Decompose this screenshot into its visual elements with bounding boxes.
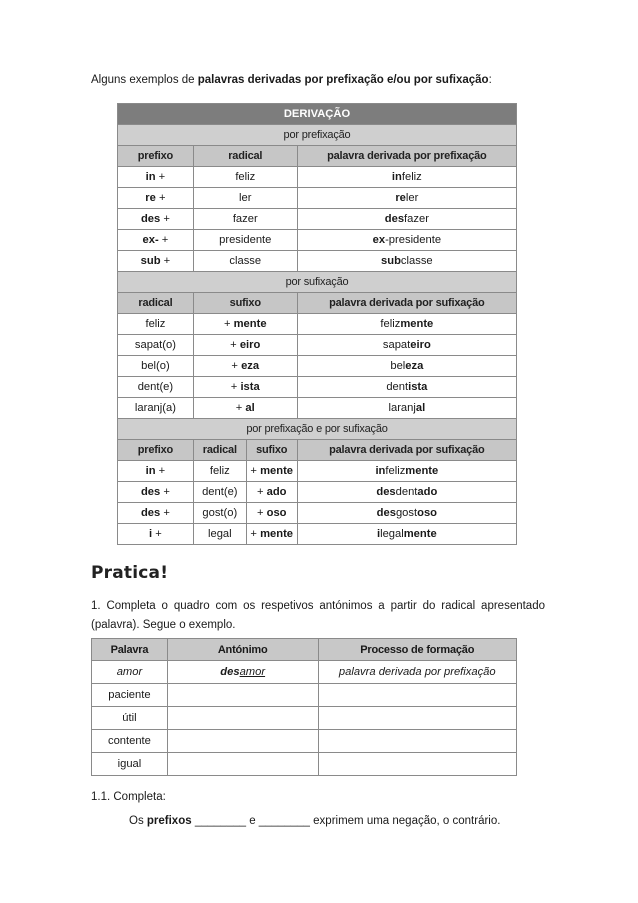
derivation-table bbox=[117, 103, 517, 545]
plus-sign: + bbox=[230, 381, 241, 393]
table-cell bbox=[297, 482, 516, 503]
suffix-text: al bbox=[245, 402, 255, 414]
table-row bbox=[118, 251, 517, 272]
table-cell bbox=[118, 251, 194, 272]
section-heading-text: por prefixação e por sufixação bbox=[246, 423, 388, 435]
table-cell bbox=[118, 524, 194, 545]
derived-bold: al bbox=[415, 402, 426, 414]
column-header bbox=[193, 293, 297, 314]
table-cell bbox=[193, 314, 297, 335]
antonym-prefix: des bbox=[220, 666, 240, 678]
table-cell bbox=[193, 356, 297, 377]
column-header-text: radical bbox=[138, 297, 173, 309]
derived-bold: eza bbox=[405, 360, 424, 372]
table-row bbox=[118, 503, 517, 524]
process-text: palavra derivada por prefixação bbox=[338, 666, 496, 678]
column-header bbox=[246, 440, 297, 461]
plus-sign: + bbox=[231, 360, 242, 372]
derived-bold: sub bbox=[381, 255, 401, 267]
prefix-text: re bbox=[145, 192, 156, 204]
plus-sign: + bbox=[152, 528, 162, 540]
antonym-answer-cell[interactable] bbox=[167, 707, 318, 730]
table-row bbox=[118, 188, 517, 209]
plus-sign: + bbox=[158, 234, 169, 246]
table-row bbox=[118, 209, 517, 230]
column-header-text: Processo de formação bbox=[360, 643, 475, 656]
process-answer-cell[interactable] bbox=[318, 753, 517, 776]
prefix-text: des bbox=[140, 486, 161, 498]
table-row bbox=[118, 167, 517, 188]
table-cell bbox=[118, 356, 194, 377]
column-header-text: palavra derivada por prefixação bbox=[327, 150, 487, 162]
derived-bold: des bbox=[376, 486, 396, 498]
radical-text: laranj(a) bbox=[134, 402, 176, 414]
radical-text: dent(e) bbox=[137, 381, 174, 393]
plus-sign: + bbox=[155, 192, 166, 204]
derived-rest: fazer bbox=[404, 213, 429, 225]
column-header bbox=[193, 440, 246, 461]
table-cell bbox=[193, 230, 297, 251]
column-header-text: palavra derivada por sufixação bbox=[329, 297, 485, 309]
table-row bbox=[118, 356, 517, 377]
radical-text: bel(o) bbox=[141, 360, 170, 372]
table-cell bbox=[193, 524, 246, 545]
table-cell bbox=[193, 461, 246, 482]
radical-text: dent(e) bbox=[202, 486, 238, 498]
column-header bbox=[297, 146, 516, 167]
practice-row bbox=[92, 730, 517, 753]
derived-rest: feliz bbox=[380, 318, 401, 330]
word-text: amor bbox=[116, 666, 143, 678]
practice-example-row bbox=[92, 661, 517, 684]
table-cell bbox=[118, 398, 194, 419]
column-header bbox=[118, 146, 194, 167]
column-header bbox=[193, 146, 297, 167]
table-row bbox=[118, 524, 517, 545]
table-cell bbox=[193, 335, 297, 356]
suffix-text: eiro bbox=[239, 339, 261, 351]
process-cell bbox=[318, 661, 517, 684]
word-text: contente bbox=[107, 735, 151, 747]
word-text: igual bbox=[117, 758, 142, 770]
derived-bold: eiro bbox=[410, 339, 431, 351]
table-cell bbox=[118, 314, 194, 335]
table-cell bbox=[193, 188, 297, 209]
derived-rest: ler bbox=[405, 192, 419, 204]
plus-sign: + bbox=[223, 318, 234, 330]
derived-rest: dent bbox=[386, 381, 409, 393]
derived-rest: sapat bbox=[382, 339, 411, 351]
practice-row bbox=[92, 707, 517, 730]
column-header-text: sufixo bbox=[256, 444, 288, 456]
radical-text: feliz bbox=[235, 171, 256, 183]
column-header-text: prefixo bbox=[137, 150, 174, 162]
table-cell bbox=[118, 461, 194, 482]
column-header bbox=[118, 293, 194, 314]
table-cell bbox=[118, 230, 194, 251]
table-row bbox=[118, 272, 517, 293]
table-title-text: DERIVAÇÃO bbox=[283, 108, 351, 120]
table-cell bbox=[193, 377, 297, 398]
plus-sign: + bbox=[256, 507, 267, 519]
prefix-text: sub bbox=[140, 255, 161, 267]
derived-bold: i bbox=[376, 528, 381, 540]
plus-sign: + bbox=[155, 171, 166, 183]
table-cell bbox=[246, 482, 297, 503]
column-header-text: sufixo bbox=[229, 297, 261, 309]
table-cell bbox=[297, 314, 516, 335]
plus-sign: + bbox=[250, 465, 261, 477]
radical-text: ler bbox=[239, 192, 252, 204]
derived-rest: gost bbox=[395, 507, 418, 519]
column-header-text: prefixo bbox=[137, 444, 174, 456]
plus-sign: + bbox=[235, 402, 246, 414]
suffix-text: mente bbox=[233, 318, 267, 330]
table-cell bbox=[297, 209, 516, 230]
process-answer-cell[interactable] bbox=[318, 730, 517, 753]
question-1-1-text: Os prefixos ________ e ________ exprimem uma negação, o contrário. bbox=[129, 815, 501, 827]
prefix-text: des bbox=[140, 507, 161, 519]
derived-rest: feliz bbox=[401, 171, 422, 183]
column-header-text: radical bbox=[228, 150, 263, 162]
section-heading-text: por prefixação bbox=[283, 129, 351, 141]
table-cell bbox=[193, 398, 297, 419]
table-title bbox=[118, 104, 517, 125]
table-cell bbox=[297, 503, 516, 524]
table-cell bbox=[246, 524, 297, 545]
plus-sign: + bbox=[256, 486, 267, 498]
derived-rest: laranj bbox=[388, 402, 416, 414]
radical-text: fazer bbox=[232, 213, 258, 225]
table-cell bbox=[297, 167, 516, 188]
derived-rest: bel bbox=[390, 360, 406, 372]
plus-sign: + bbox=[160, 507, 170, 519]
antonym-cell bbox=[167, 661, 318, 684]
radical-text: classe bbox=[229, 255, 262, 267]
table-cell bbox=[118, 482, 194, 503]
plus-sign: + bbox=[155, 465, 166, 477]
derived-bold: des bbox=[376, 507, 396, 519]
table-cell bbox=[297, 251, 516, 272]
antonym-answer-cell[interactable] bbox=[167, 684, 318, 707]
plus-sign: + bbox=[250, 528, 261, 540]
plus-sign: + bbox=[160, 213, 170, 225]
radical-text: sapat(o) bbox=[134, 339, 176, 351]
radical-text: feliz bbox=[145, 318, 166, 330]
suffix-text: eza bbox=[241, 360, 260, 372]
table-row bbox=[118, 419, 517, 440]
derived-bold: in bbox=[391, 171, 402, 183]
suffix-text: mente bbox=[260, 465, 294, 477]
column-header bbox=[297, 440, 516, 461]
table-cell bbox=[297, 461, 516, 482]
process-answer-cell[interactable] bbox=[318, 707, 517, 730]
derived-rest: dent bbox=[395, 486, 418, 498]
word-cell bbox=[92, 753, 168, 776]
derived-rest: classe bbox=[400, 255, 433, 267]
table-row bbox=[118, 461, 517, 482]
word-cell bbox=[92, 730, 168, 753]
section-heading bbox=[118, 272, 517, 293]
derived-bold: ista bbox=[408, 381, 428, 393]
practice-row bbox=[92, 753, 517, 776]
table-row bbox=[118, 146, 517, 167]
column-header bbox=[167, 639, 318, 661]
question-1-1-label: 1.1. Completa: bbox=[91, 791, 166, 803]
word-cell bbox=[92, 661, 168, 684]
prefix-text: des bbox=[140, 213, 161, 225]
practice-header-row bbox=[92, 639, 517, 661]
derived-bold: mente bbox=[403, 528, 437, 540]
plus-sign: + bbox=[160, 255, 171, 267]
table-cell bbox=[297, 524, 516, 545]
section-heading bbox=[118, 125, 517, 146]
prefix-text: in bbox=[145, 171, 156, 183]
table-row bbox=[118, 230, 517, 251]
suffix-text: ista bbox=[240, 381, 260, 393]
table-row bbox=[118, 377, 517, 398]
word-text: útil bbox=[122, 712, 137, 724]
table-cell bbox=[118, 503, 194, 524]
column-header-text: Palavra bbox=[110, 643, 149, 656]
derived-bold: ado bbox=[417, 486, 438, 498]
table-cell bbox=[193, 167, 297, 188]
radical-text: gost(o) bbox=[202, 507, 238, 519]
table-row bbox=[118, 293, 517, 314]
word-cell bbox=[92, 684, 168, 707]
antonym-answer-cell[interactable] bbox=[167, 753, 318, 776]
column-header bbox=[92, 639, 168, 661]
derived-rest: -presidente bbox=[385, 234, 442, 246]
column-header bbox=[118, 440, 194, 461]
table-row bbox=[118, 398, 517, 419]
intro-text: Alguns exemplos de palavras derivadas por prefixação e/ou por sufixação: bbox=[91, 74, 492, 86]
table-cell bbox=[118, 209, 194, 230]
table-row bbox=[118, 104, 517, 125]
prefix-text: i bbox=[149, 528, 153, 540]
table-cell bbox=[246, 503, 297, 524]
practice-heading: Pratica! bbox=[91, 563, 169, 583]
radical-text: presidente bbox=[219, 234, 272, 246]
derived-bold: mente bbox=[400, 318, 434, 330]
antonym-radical: amor bbox=[239, 666, 266, 678]
suffix-text: ado bbox=[266, 486, 287, 498]
radical-text: legal bbox=[207, 528, 232, 540]
table-cell bbox=[193, 209, 297, 230]
derived-bold: ex bbox=[372, 234, 386, 246]
table-cell bbox=[118, 377, 194, 398]
word-cell bbox=[92, 707, 168, 730]
derived-bold: oso bbox=[417, 507, 437, 519]
word-text: paciente bbox=[108, 689, 151, 701]
antonym-answer-cell[interactable] bbox=[167, 730, 318, 753]
section-heading bbox=[118, 419, 517, 440]
table-row bbox=[118, 125, 517, 146]
suffix-text: mente bbox=[260, 528, 294, 540]
derived-bold: des bbox=[384, 213, 405, 225]
derived-bold: in bbox=[375, 465, 386, 477]
table-cell bbox=[297, 377, 516, 398]
table-cell bbox=[193, 251, 297, 272]
practice-row bbox=[92, 684, 517, 707]
prefix-text: ex- bbox=[142, 234, 159, 246]
table-cell bbox=[118, 167, 194, 188]
process-answer-cell[interactable] bbox=[318, 684, 517, 707]
table-cell bbox=[193, 482, 246, 503]
table-cell bbox=[118, 335, 194, 356]
table-row bbox=[118, 482, 517, 503]
table-cell bbox=[246, 461, 297, 482]
table-cell bbox=[297, 188, 516, 209]
column-header-text: palavra derivada por sufixação bbox=[329, 444, 485, 456]
table-cell bbox=[297, 335, 516, 356]
plus-sign: + bbox=[160, 486, 170, 498]
derived-rest: legal bbox=[380, 528, 404, 540]
column-header-text: radical bbox=[202, 444, 237, 456]
table-row bbox=[118, 335, 517, 356]
derived-bold: re bbox=[395, 192, 406, 204]
plus-sign: + bbox=[230, 339, 240, 351]
column-header-text: Antónimo bbox=[217, 643, 268, 656]
table-cell bbox=[297, 230, 516, 251]
table-cell bbox=[118, 188, 194, 209]
table-cell bbox=[297, 356, 516, 377]
suffix-text: oso bbox=[266, 507, 287, 519]
practice-table bbox=[91, 638, 517, 776]
table-cell bbox=[297, 398, 516, 419]
column-header bbox=[297, 293, 516, 314]
derived-rest: feliz bbox=[385, 465, 406, 477]
question-1: 1. Completa o quadro com os respetivos antónimos a partir do radical apresentado (palavra). Segue o exemplo. bbox=[91, 600, 545, 631]
table-row bbox=[118, 440, 517, 461]
prefix-text: in bbox=[145, 465, 156, 477]
column-header bbox=[318, 639, 517, 661]
derived-bold: mente bbox=[405, 465, 439, 477]
table-cell bbox=[193, 503, 246, 524]
section-heading-text: por sufixação bbox=[285, 276, 349, 288]
table-row bbox=[118, 314, 517, 335]
radical-text: feliz bbox=[209, 465, 230, 477]
